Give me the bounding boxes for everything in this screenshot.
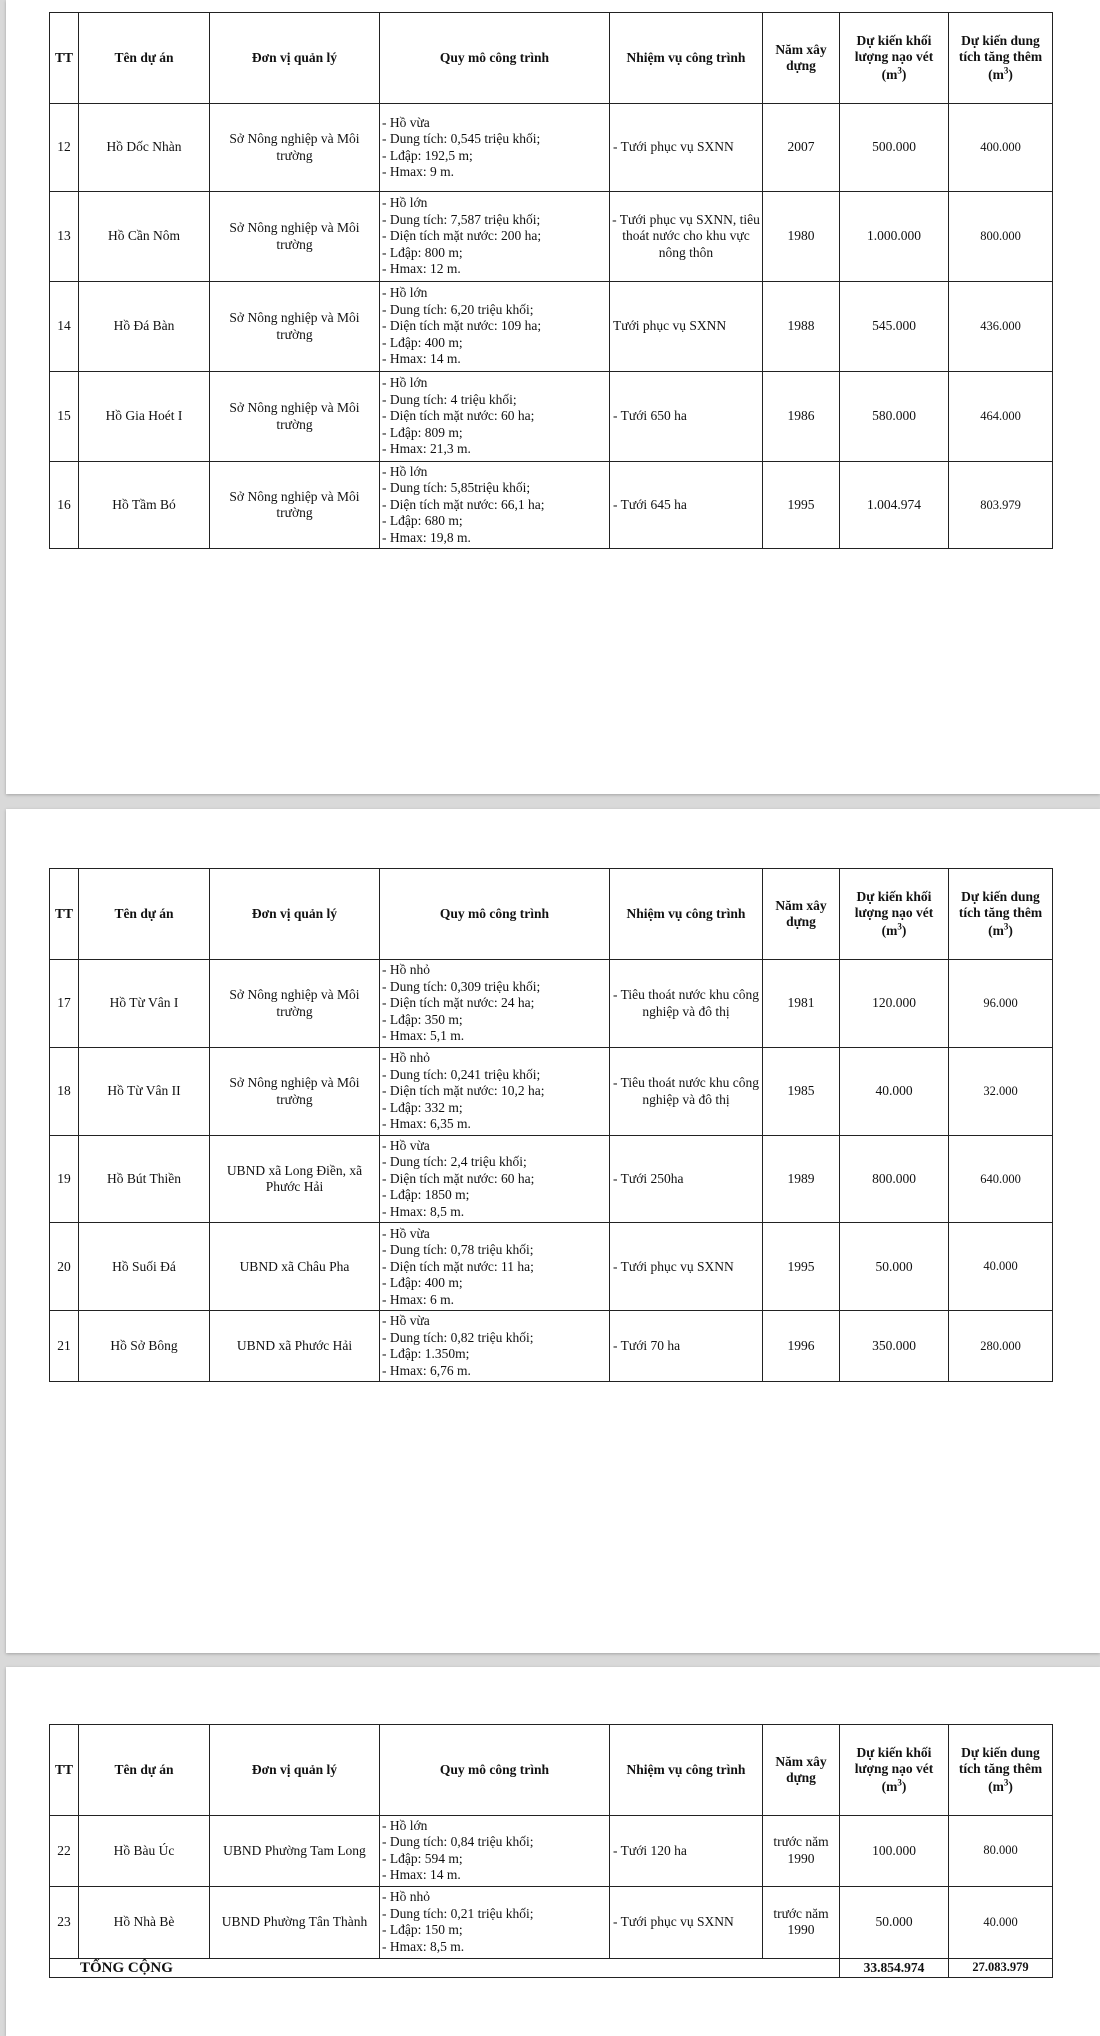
unit-close: ) (1008, 66, 1013, 82)
scale-line: - Lđập: 332 m; (382, 1099, 463, 1115)
row-number: 16 (50, 462, 79, 549)
header-khoiluong (840, 1725, 949, 1816)
project-task: - Tiêu thoát nước khu công nghiệp và đô thị (610, 1048, 763, 1136)
managing-unit: Sở Nông nghiệp và Môi trường (210, 282, 380, 372)
project-task: - Tiêu thoát nước khu công nghiệp và đô thị (610, 960, 763, 1048)
header-unit (988, 923, 1013, 938)
header-khoiluong (840, 13, 949, 104)
dredging-volume: 40.000 (840, 1048, 949, 1136)
table-row (50, 104, 1053, 192)
header-khoiluong (840, 869, 949, 960)
scale-line: - Hmax: 6,76 m. (382, 1362, 471, 1378)
dredging-volume: 50.000 (840, 1223, 949, 1311)
scale-line: - Dung tích: 6,20 triệu khối; (382, 301, 534, 317)
header-nam: Năm xây dựng (763, 869, 840, 960)
scale-line: - Diện tích mặt nước: 60 ha; (382, 1170, 535, 1186)
managing-unit: Sở Nông nghiệp và Môi trường (210, 192, 380, 282)
total-label: TỔNG CỘNG (50, 1958, 840, 1977)
table-row (50, 282, 1053, 372)
unit-close: ) (1008, 1778, 1013, 1794)
scale-line: - Lđập: 594 m; (382, 1850, 463, 1866)
build-year: 1995 (763, 462, 840, 549)
scale-line: - Diện tích mặt nước: 109 ha; (382, 318, 542, 334)
scale-line: - Lđập: 800 m; (382, 244, 463, 260)
unit-base: (m (881, 66, 898, 82)
table-row (50, 1223, 1053, 1311)
managing-unit: Sở Nông nghiệp và Môi trường (210, 462, 380, 549)
build-year: 1981 (763, 960, 840, 1048)
header-quymo: Quy mô công trình (380, 869, 610, 960)
scale-line: - Diện tích mặt nước: 66,1 ha; (382, 496, 545, 512)
scale-line: - Hmax: 14 m. (382, 1867, 461, 1883)
header-dungtich-label: Dự kiến dung tích tăng thêm (958, 32, 1043, 65)
capacity-increase: 96.000 (949, 960, 1053, 1048)
header-unit (988, 67, 1013, 82)
project-scale (380, 104, 610, 192)
capacity-increase: 464.000 (949, 372, 1053, 462)
scale-line: - Hmax: 8,5 m. (382, 1203, 465, 1219)
table-header (50, 13, 1053, 104)
managing-unit: Sở Nông nghiệp và Môi trường (210, 960, 380, 1048)
table-row (50, 1136, 1053, 1223)
build-year: 1996 (763, 1311, 840, 1382)
row-number: 12 (50, 104, 79, 192)
scale-line: - Hmax: 6,35 m. (382, 1116, 471, 1132)
header-unit (988, 1779, 1013, 1794)
project-name: Hồ Bàu Úc (79, 1816, 210, 1887)
unit-exponent: 3 (1003, 921, 1009, 932)
document-page-1 (6, 0, 1100, 794)
project-task: - Tưới 650 ha (610, 372, 763, 462)
unit-close: ) (901, 1778, 907, 1794)
unit-exponent: 3 (897, 921, 902, 932)
unit-base: (m (988, 1778, 1004, 1794)
unit-exponent: 3 (1003, 65, 1009, 76)
project-name: Hồ Cần Nôm (79, 192, 210, 282)
header-nam: Năm xây dựng (763, 13, 840, 104)
project-task: Tưới phục vụ SXNN (610, 282, 763, 372)
scale-line: - Hồ vừa (382, 1313, 430, 1329)
project-scale (380, 1136, 610, 1223)
unit-close: ) (901, 922, 907, 938)
project-scale (380, 1886, 610, 1958)
build-year: 2007 (763, 104, 840, 192)
header-tt: TT (50, 1725, 79, 1816)
capacity-increase: 803.979 (949, 462, 1053, 549)
row-number: 18 (50, 1048, 79, 1136)
table-row (50, 1886, 1053, 1958)
managing-unit: Sở Nông nghiệp và Môi trường (210, 372, 380, 462)
unit-exponent: 3 (1003, 1777, 1009, 1788)
project-task: - Tưới phục vụ SXNN (610, 104, 763, 192)
header-ten: Tên dự án (79, 13, 210, 104)
project-scale (380, 372, 610, 462)
dredging-volume: 800.000 (840, 1136, 949, 1223)
table-row (50, 192, 1053, 282)
project-scale (380, 1816, 610, 1887)
scale-line: - Hồ lớn (382, 464, 428, 479)
scale-line: - Lđập: 1850 m; (382, 1187, 470, 1203)
header-row (50, 13, 1053, 104)
capacity-increase: 280.000 (949, 1311, 1053, 1382)
scale-line: - Dung tích: 0,21 triệu khối; (382, 1905, 534, 1921)
capacity-increase: 32.000 (949, 1048, 1053, 1136)
scale-line: - Hồ vừa (382, 114, 430, 130)
scale-line: - Diện tích mặt nước: 11 ha; (382, 1258, 534, 1274)
row-number: 19 (50, 1136, 79, 1223)
build-year: trước năm 1990 (763, 1816, 840, 1887)
scale-line: - Hồ lớn (382, 285, 428, 301)
unit-base: (m (988, 922, 1004, 938)
project-name: Hồ Từ Vân I (79, 960, 210, 1048)
scale-line: - Lđập: 400 m; (382, 334, 463, 350)
scale-line: - Diện tích mặt nước: 60 ha; (382, 408, 535, 424)
project-name: Hồ Gia Hoét I (79, 372, 210, 462)
capacity-increase: 40.000 (949, 1886, 1053, 1958)
project-task: - Tưới 250ha (610, 1136, 763, 1223)
row-number: 15 (50, 372, 79, 462)
scale-line: - Hồ nhỏ (382, 1050, 430, 1066)
build-year: 1988 (763, 282, 840, 372)
scale-line: - Lđập: 809 m; (382, 424, 463, 440)
header-ten: Tên dự án (79, 869, 210, 960)
reservoir-table (49, 1724, 1053, 1978)
scale-line: - Dung tích: 0,241 triệu khối; (382, 1066, 541, 1082)
reservoir-table (49, 12, 1053, 549)
table-body (50, 960, 1053, 1382)
project-name: Hồ Nhà Bè (79, 1886, 210, 1958)
scale-line: - Hmax: 14 m. (382, 351, 461, 367)
capacity-increase: 800.000 (949, 192, 1053, 282)
project-name: Hồ Sở Bông (79, 1311, 210, 1382)
scale-line: - Hmax: 19,8 m. (382, 529, 471, 545)
dredging-volume: 120.000 (840, 960, 949, 1048)
scale-line: - Lđập: 350 m; (382, 1011, 463, 1027)
header-dungtich-label: Dự kiến dung tích tăng thêm (958, 1744, 1043, 1777)
header-row (50, 869, 1053, 960)
build-year: 1980 (763, 192, 840, 282)
scale-line: - Lđập: 680 m; (382, 513, 463, 529)
table-header (50, 869, 1053, 960)
unit-exponent: 3 (897, 65, 902, 76)
header-nam: Năm xây dựng (763, 1725, 840, 1816)
header-nhiemvu: Nhiệm vụ công trình (610, 869, 763, 960)
dredging-volume: 1.000.000 (840, 192, 949, 282)
header-quymo: Quy mô công trình (380, 13, 610, 104)
scale-line: - Lđập: 150 m; (382, 1922, 463, 1938)
scale-line: - Lđập: 400 m; (382, 1275, 463, 1291)
project-task: - Tưới phục vụ SXNN (610, 1223, 763, 1311)
unit-base: (m (988, 66, 1004, 82)
scale-line: - Lđập: 192,5 m; (382, 147, 473, 163)
project-name: Hồ Đá Bàn (79, 282, 210, 372)
header-nhiemvu: Nhiệm vụ công trình (610, 13, 763, 104)
project-scale (380, 192, 610, 282)
build-year: 1986 (763, 372, 840, 462)
header-nhiemvu: Nhiệm vụ công trình (610, 1725, 763, 1816)
project-name: Hồ Suối Đá (79, 1223, 210, 1311)
row-number: 21 (50, 1311, 79, 1382)
scale-line: - Dung tích: 0,309 triệu khối; (382, 978, 541, 994)
table-row (50, 372, 1053, 462)
scale-line: - Dung tích: 2,4 triệu khối; (382, 1154, 527, 1170)
project-scale (380, 282, 610, 372)
unit-close: ) (1008, 922, 1013, 938)
header-khoiluong-label: Dự kiến khối lượng nạo vét (854, 888, 934, 921)
dredging-volume: 350.000 (840, 1311, 949, 1382)
scale-line: - Hồ nhỏ (382, 1889, 430, 1905)
scale-line: - Hmax: 9 m. (382, 163, 454, 179)
capacity-increase: 436.000 (949, 282, 1053, 372)
managing-unit: UBND xã Long Điền, xã Phước Hải (210, 1136, 380, 1223)
unit-base: (m (881, 1778, 898, 1794)
build-year: 1985 (763, 1048, 840, 1136)
header-donvi: Đơn vị quản lý (210, 869, 380, 960)
header-tt: TT (50, 13, 79, 104)
table-header (50, 1725, 1053, 1816)
table-row (50, 1816, 1053, 1887)
table-row (50, 462, 1053, 549)
scale-line: - Hồ vừa (382, 1225, 430, 1241)
project-scale (380, 1223, 610, 1311)
capacity-increase: 40.000 (949, 1223, 1053, 1311)
project-scale (380, 960, 610, 1048)
scale-line: - Hmax: 5,1 m. (382, 1028, 465, 1044)
scale-line: - Diện tích mặt nước: 24 ha; (382, 995, 535, 1011)
scale-line: - Dung tích: 0,84 triệu khối; (382, 1834, 534, 1850)
unit-base: (m (881, 922, 898, 938)
scale-line: - Hồ vừa (382, 1138, 430, 1153)
dredging-volume: 1.004.974 (840, 462, 949, 549)
scale-line: - Hồ nhỏ (382, 962, 430, 978)
row-number: 14 (50, 282, 79, 372)
header-dungtich (949, 1725, 1053, 1816)
header-dungtich (949, 869, 1053, 960)
header-unit (882, 67, 907, 82)
header-donvi: Đơn vị quản lý (210, 13, 380, 104)
row-number: 22 (50, 1816, 79, 1887)
row-number: 23 (50, 1886, 79, 1958)
header-khoiluong-label: Dự kiến khối lượng nạo vét (854, 32, 934, 65)
header-dungtich (949, 13, 1053, 104)
capacity-increase: 400.000 (949, 104, 1053, 192)
managing-unit: Sở Nông nghiệp và Môi trường (210, 1048, 380, 1136)
scale-line: - Dung tích: 7,587 triệu khối; (382, 211, 541, 227)
scale-line: - Diện tích mặt nước: 200 ha; (382, 228, 542, 244)
managing-unit: Sở Nông nghiệp và Môi trường (210, 104, 380, 192)
row-number: 20 (50, 1223, 79, 1311)
scale-line: - Lđập: 1.350m; (382, 1346, 470, 1362)
header-khoiluong-label: Dự kiến khối lượng nạo vét (854, 1744, 934, 1777)
dredging-volume: 580.000 (840, 372, 949, 462)
table-row (50, 1311, 1053, 1382)
scale-line: - Hmax: 12 m. (382, 261, 461, 277)
managing-unit: UBND Phường Tam Long (210, 1816, 380, 1887)
total-dredging-volume: 33.854.974 (840, 1958, 949, 1977)
build-year: 1989 (763, 1136, 840, 1223)
capacity-increase: 640.000 (949, 1136, 1053, 1223)
managing-unit: UBND xã Châu Pha (210, 1223, 380, 1311)
dredging-volume: 100.000 (840, 1816, 949, 1887)
project-scale (380, 462, 610, 549)
scale-line: - Dung tích: 0,78 triệu khối; (382, 1242, 534, 1258)
scale-line: - Dung tích: 5,85triệu khối; (382, 480, 531, 496)
scale-line: - Diện tích mặt nước: 10,2 ha; (382, 1083, 545, 1099)
header-ten: Tên dự án (79, 1725, 210, 1816)
scale-line: - Hmax: 6 m. (382, 1291, 454, 1307)
managing-unit: UBND xã Phước Hải (210, 1311, 380, 1382)
project-task: - Tưới 645 ha (610, 462, 763, 549)
table-row (50, 960, 1053, 1048)
scale-line: - Hồ lớn (382, 1818, 428, 1833)
project-task: - Tưới phục vụ SXNN, tiêu thoát nước cho khu vực nông thôn (610, 192, 763, 282)
table-body (50, 104, 1053, 549)
build-year: trước năm 1990 (763, 1886, 840, 1958)
project-task: - Tưới 70 ha (610, 1311, 763, 1382)
project-name: Hồ Bút Thiền (79, 1136, 210, 1223)
dredging-volume: 500.000 (840, 104, 949, 192)
managing-unit: UBND Phường Tân Thành (210, 1886, 380, 1958)
dredging-volume: 545.000 (840, 282, 949, 372)
header-unit (882, 1779, 907, 1794)
build-year: 1995 (763, 1223, 840, 1311)
row-number: 13 (50, 192, 79, 282)
unit-close: ) (901, 66, 907, 82)
project-scale (380, 1311, 610, 1382)
unit-exponent: 3 (897, 1777, 902, 1788)
header-dungtich-label: Dự kiến dung tích tăng thêm (958, 888, 1043, 921)
project-name: Hồ Dốc Nhàn (79, 104, 210, 192)
header-unit (882, 923, 907, 938)
scale-line: - Hmax: 8,5 m. (382, 1938, 465, 1954)
project-task: - Tưới phục vụ SXNN (610, 1886, 763, 1958)
total-row (50, 1958, 1053, 1977)
row-number: 17 (50, 960, 79, 1048)
document-page-3 (6, 1667, 1100, 2036)
capacity-increase: 80.000 (949, 1816, 1053, 1887)
header-donvi: Đơn vị quản lý (210, 1725, 380, 1816)
reservoir-table (49, 868, 1053, 1382)
scale-line: - Hmax: 21,3 m. (382, 441, 471, 457)
header-tt: TT (50, 869, 79, 960)
dredging-volume: 50.000 (840, 1886, 949, 1958)
project-scale (380, 1048, 610, 1136)
scale-line: - Dung tích: 4 triệu khối; (382, 391, 517, 407)
project-task: - Tưới 120 ha (610, 1816, 763, 1887)
project-name: Hồ Từ Vân II (79, 1048, 210, 1136)
table-row (50, 1048, 1053, 1136)
scale-line: - Hồ lớn (382, 375, 428, 391)
table-body (50, 1816, 1053, 1978)
project-name: Hồ Tầm Bó (79, 462, 210, 549)
total-capacity-increase: 27.083.979 (949, 1958, 1053, 1977)
scale-line: - Hồ lớn (382, 195, 428, 211)
header-row (50, 1725, 1053, 1816)
document-page-2 (6, 809, 1100, 1653)
header-quymo: Quy mô công trình (380, 1725, 610, 1816)
scale-line: - Dung tích: 0,82 triệu khối; (382, 1329, 534, 1345)
scale-line: - Dung tích: 0,545 triệu khối; (382, 131, 541, 147)
